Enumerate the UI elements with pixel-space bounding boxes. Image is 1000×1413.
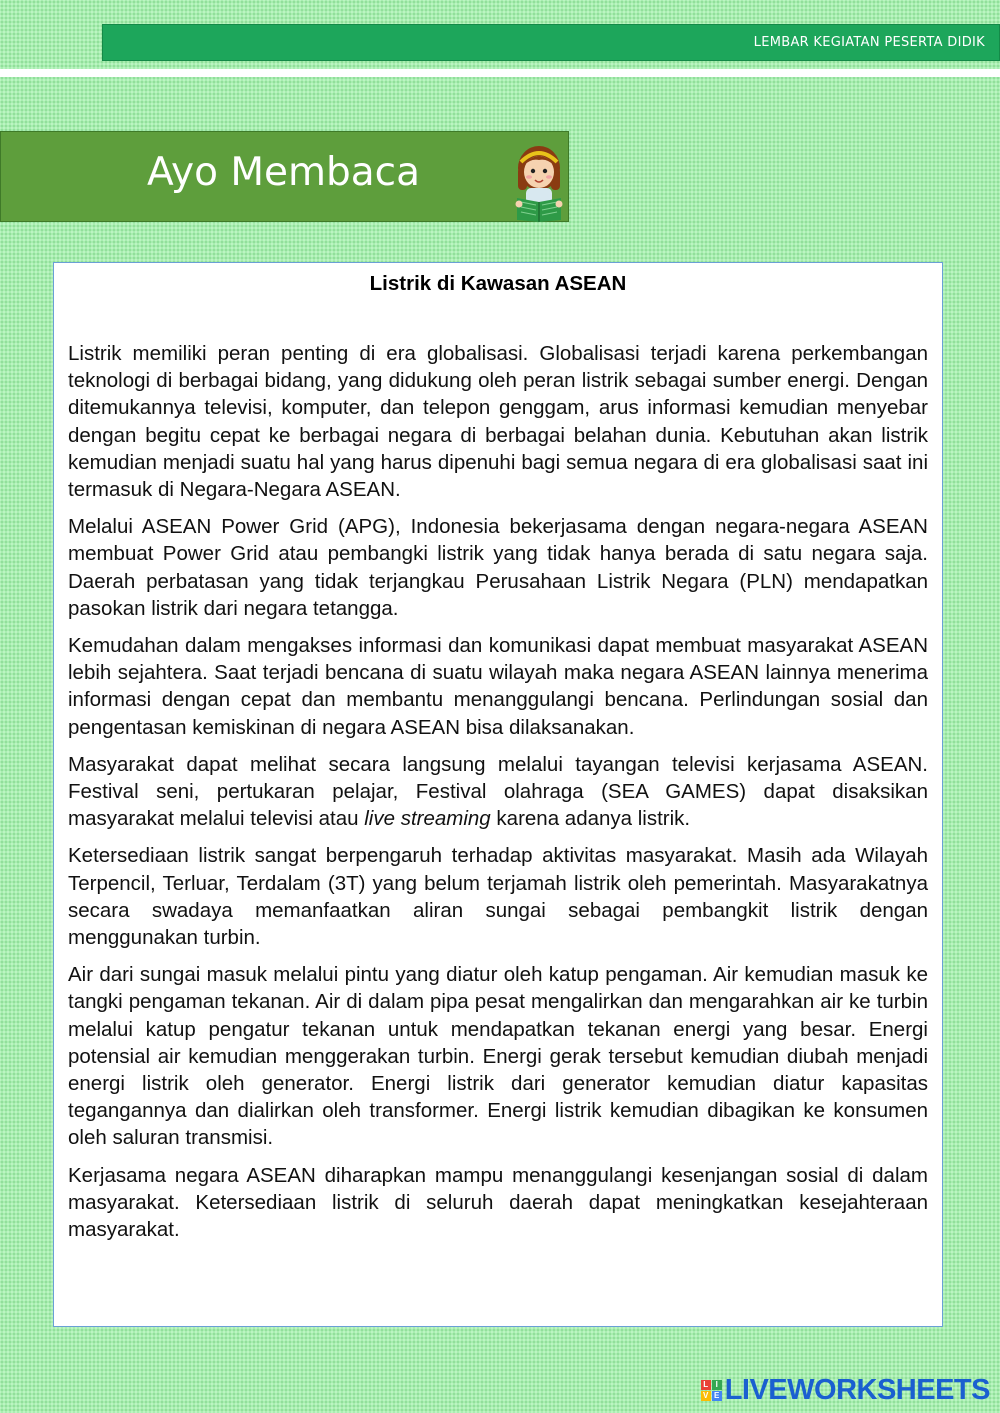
article-title: Listrik di Kawasan ASEAN — [369, 272, 627, 295]
article-paragraph-3: Kemudahan dalam mengakses informasi dan komunikasi dapat membuat masyarakat ASEAN lebih sejahtera. Saat terjadi bencana di suatu wilayah maka negara ASEAN lainnya menerima informasi dengan cepat dan membantu menanggulangi bencana. Perlindungan sosial dan pengentasan kemiskinan di negara ASEAN bisa dilaksanakan. — [68, 634, 928, 739]
header-bar — [102, 24, 1000, 61]
logo-letter-i: I — [712, 1380, 722, 1390]
logo-letter-v: V — [701, 1391, 711, 1401]
logo-letter-e: E — [712, 1391, 722, 1401]
header-label: LEMBAR KEGIATAN PESERTA DIDIK — [753, 35, 985, 50]
article-paragraph-7: Kerjasama negara ASEAN diharapkan mampu menanggulangi kesenjangan sosial di dalam masyarakat. Ketersediaan listrik di seluruh daerah dapat meningkatkan kesejahteraan masyarakat. — [68, 1163, 928, 1242]
logo-letter-l: L — [701, 1380, 711, 1390]
reading-article — [53, 262, 943, 1327]
paragraph-4-italic-term: live streaming — [364, 807, 491, 831]
paragraph-4-text-end: karena adanya listrik. — [490, 807, 691, 831]
article-paragraph-2: Melalui ASEAN Power Grid (APG), Indonesia bekerjasama dengan negara-negara ASEAN membuat Power Grid atau pembangki listrik yang tidak hanya berada di satu negara saja. Daerah perbatasan yang tidak terjangkau Perusahaan Listrik Negara (PLN) mendapatkan pasokan listrik dari negara tetangga. — [68, 515, 928, 620]
liveworksheets-logo-icon — [701, 1380, 722, 1401]
watermark-text: LIVEWORKSHEETS — [724, 1373, 990, 1406]
article-paragraph-6: Air dari sungai masuk melalui pintu yang diatur oleh katup pengaman. Air kemudian masuk ke tangki pengaman tekanan. Air di dalam pipa pesat mengalirkan dan mengarahkan air ke turbin melalui katup pengatur tekanan untuk mendapatkan tekanan energi yang besar. Energi potensial air kemudian menggerakan turbin. Energi gerak tersebut kemudian diubah menjadi energi listrik oleh generator. Energi listrik dari generator kemudian diatur kapasitas tegangannya dan dialirkan oleh transformer. Energi listrik kemudian dibagikan ke konsumen oleh saluran transmisi. — [68, 963, 928, 1150]
banner-title: Ayo Membaca — [147, 150, 420, 195]
article-paragraph-5: Ketersediaan listrik sangat berpengaruh terhadap aktivitas masyarakat. Masih ada Wilayah Terpencil, Terluar, Terdalam (3T) yang belum terjamah listrik oleh pemerintah. Masyarakatnya secara swadaya memanfaatkan aliran sungai sebagai pembangkit listrik dengan menggunakan turbin. — [68, 844, 928, 950]
header-divider — [0, 69, 1000, 77]
liveworksheets-watermark — [701, 1375, 990, 1405]
girl-reading-book-icon — [509, 138, 569, 222]
article-paragraph-4 — [68, 751, 928, 833]
article-paragraph-1: Listrik memiliki peran penting di era globalisasi. Globalisasi terjadi karena perkembangan teknologi di berbagai bidang, yang didukung oleh peran listrik sebagai sumber energi. Dengan ditemukannya televisi, komputer, dan telepon genggam, arus informasi kemudian menyebar dengan begitu cepat ke berbagai negara di berbagai belahan dunia. Kebutuhan akan listrik kemudian menjadi suatu hal yang harus dipenuhi bagi semua negara di era globalisasi saat ini termasuk di Negara-Negara ASEAN. — [68, 342, 928, 502]
section-banner — [0, 131, 569, 222]
paragraph-4-text-start: Masyarakat dapat melihat secara langsung melalui tayangan televisi kerjasama ASEAN. Festival seni, pertukaran pelajar, Festival olahraga (SEA GAMES) dapat disaksikan masyarakat melalui televisi atau — [68, 752, 928, 831]
